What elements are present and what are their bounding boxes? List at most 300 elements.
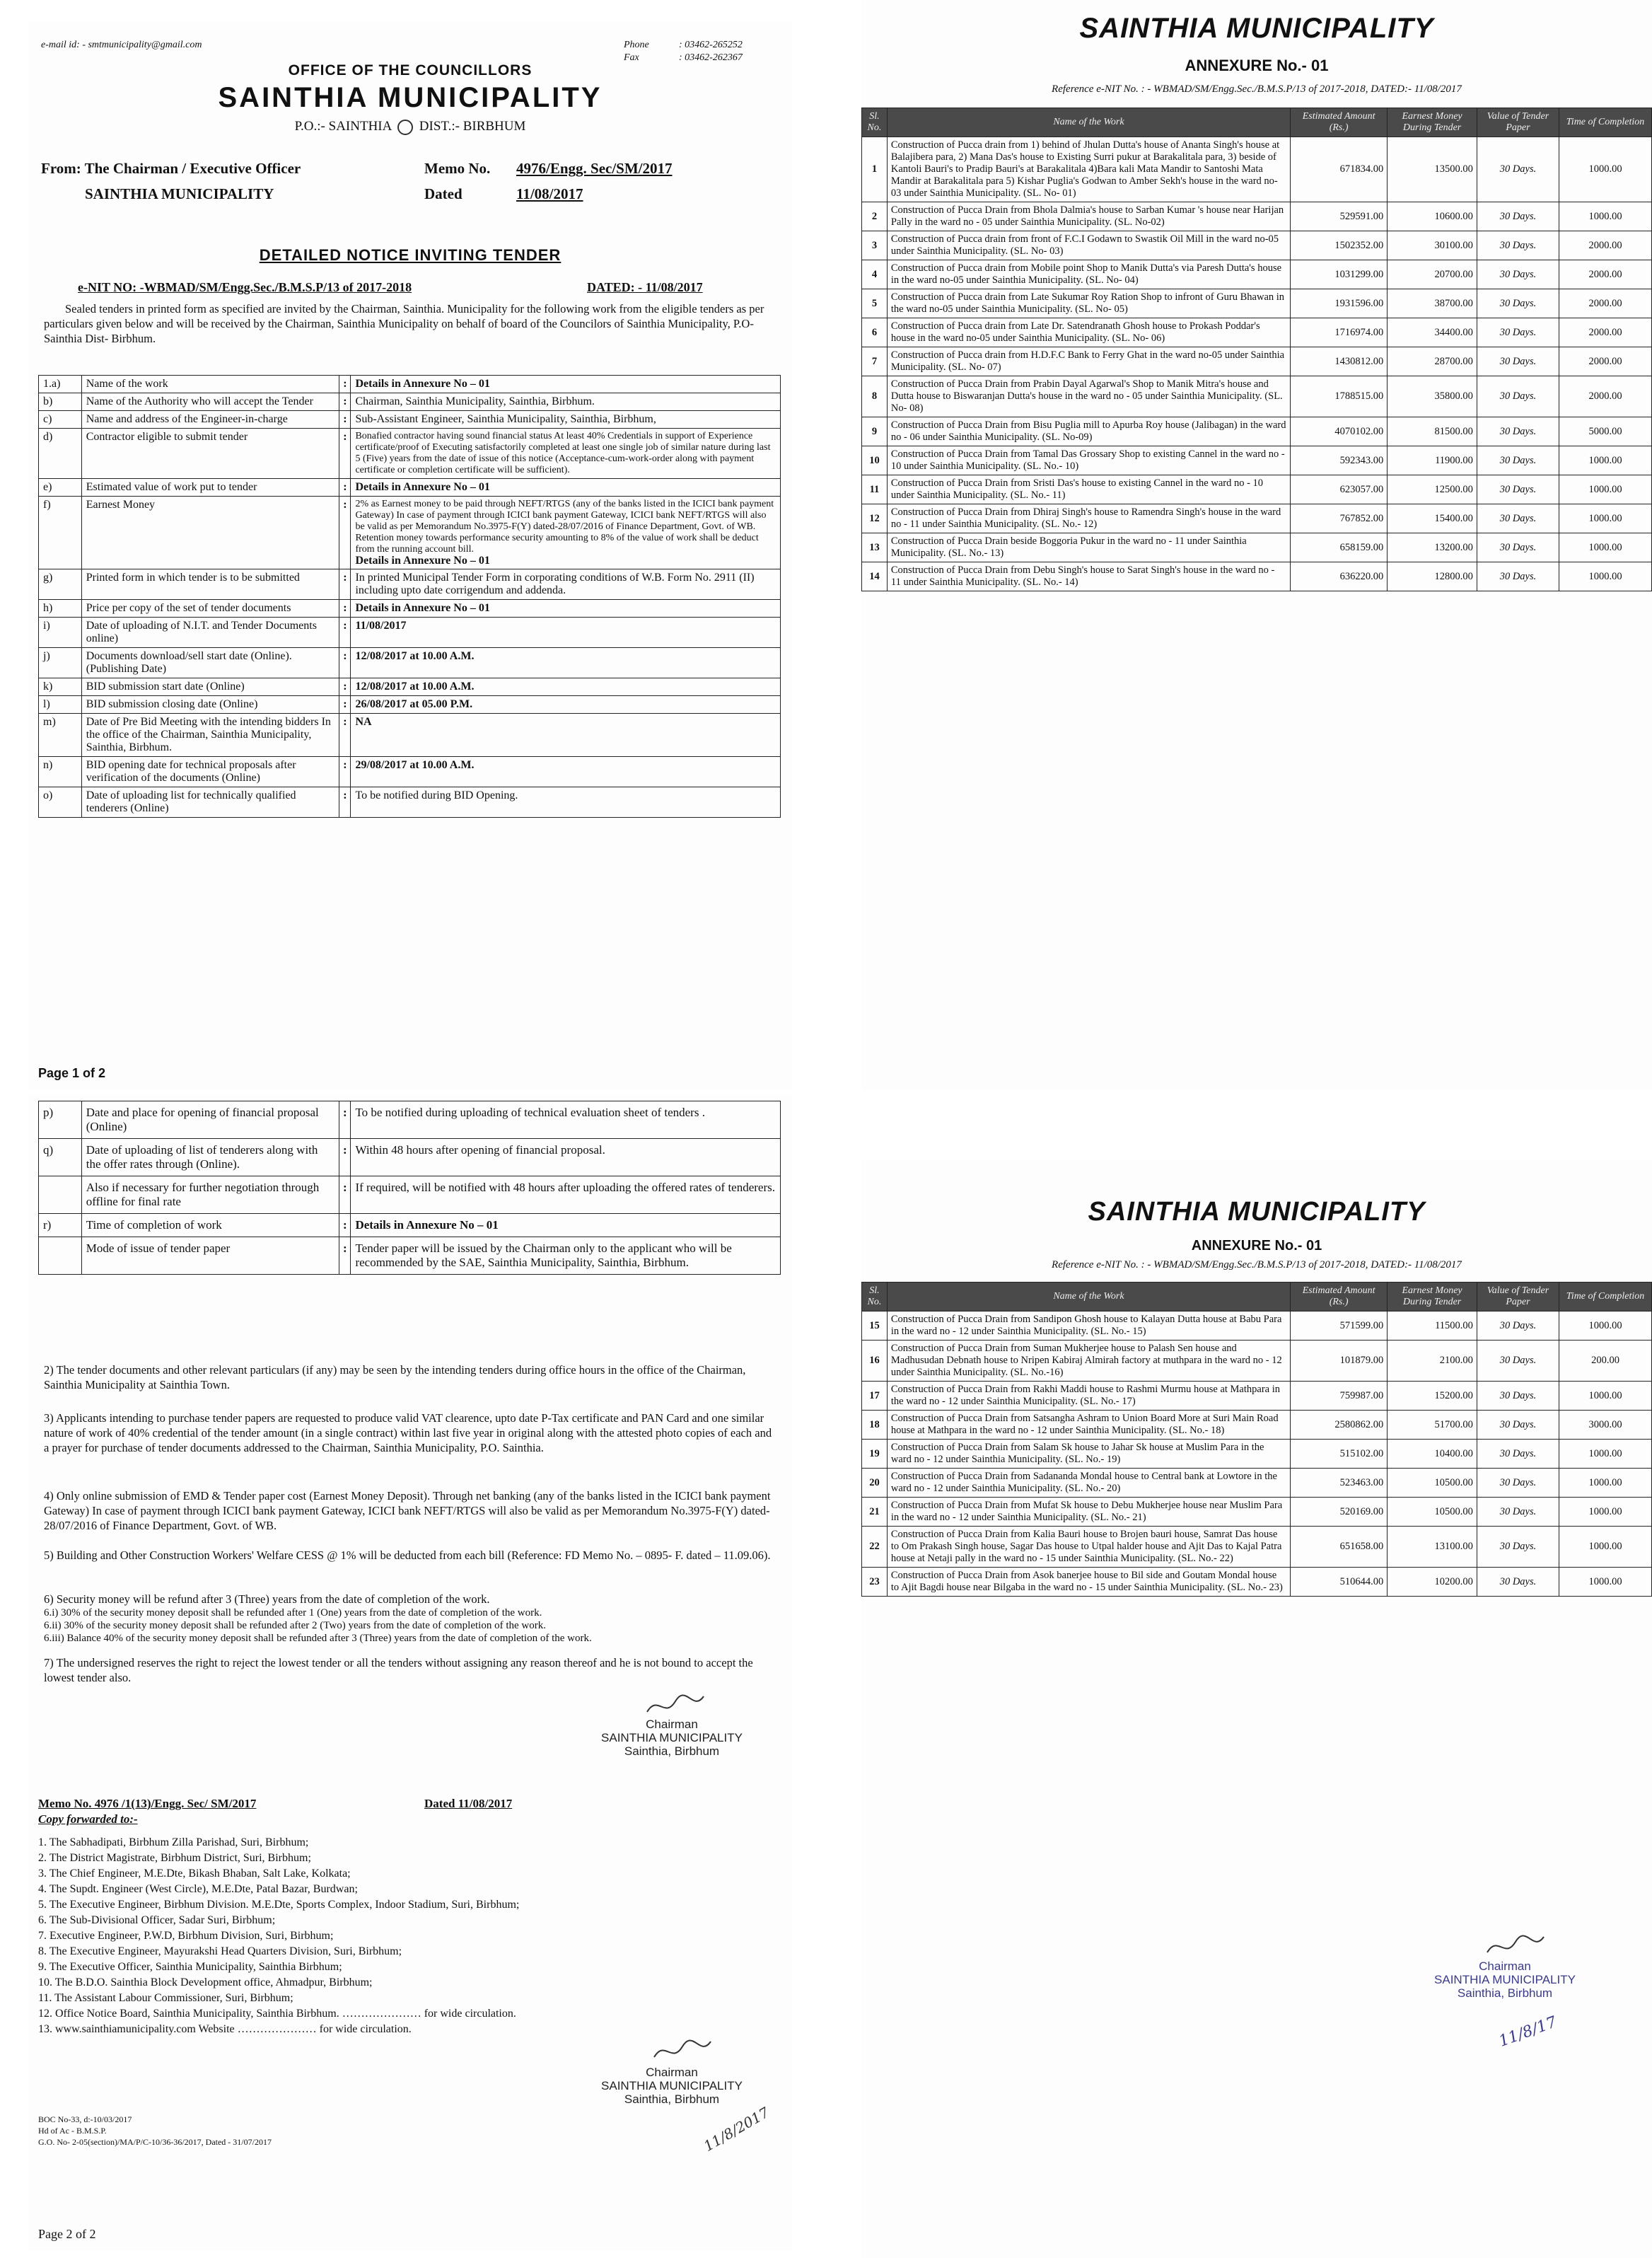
work-description: Construction of Pucca Drain from Rakhi Maddi house to Rashmi Murmu house at Mathpara in the ward no - 12 under Sainthia Municipality. (SL. No.- 17) bbox=[887, 1382, 1290, 1411]
earnest-money: 10500.00 bbox=[1388, 1469, 1477, 1498]
estimated-amount: 592343.00 bbox=[1291, 446, 1388, 475]
estimated-amount: 2580862.00 bbox=[1291, 1411, 1388, 1440]
address-line bbox=[28, 119, 792, 135]
work-row bbox=[862, 376, 1652, 417]
footer-line: G.O. No- 2-05(section)/MA/P/C-10/36-36/2017, Dated - 31/07/2017 bbox=[38, 2137, 272, 2147]
serial-number: 5 bbox=[862, 289, 888, 318]
colon-separator: : bbox=[339, 1139, 351, 1176]
completion-time: 1000.00 bbox=[1559, 202, 1652, 231]
nit-row bbox=[39, 648, 781, 678]
memo-label: Memo No. bbox=[424, 160, 491, 177]
clause-key: m) bbox=[39, 714, 82, 757]
work-description: Construction of Pucca Drain from Mufat Sk house to Debu Mukherjee house near Muslim Para in the ward no - 12 under Sainthia Municipality. (SL. No.- 21) bbox=[887, 1498, 1290, 1527]
work-description: Construction of Pucca Drain from Tamal Das Grossary Shop to existing Cannel in the ward no - 10 under Sainthia Municipality. (SL. No.- 10) bbox=[887, 446, 1290, 475]
work-description: Construction of Pucca Drain from Debu Singh's house to Sarat Singh's house in the ward no - 11 under Sainthia Municipality. (SL. No.- 14) bbox=[887, 562, 1290, 591]
signature-icon bbox=[644, 1691, 707, 1719]
clause-5: 5) Building and Other Construction Workers' Welfare CESS @ 1% will be deducted from each bill (Reference: FD Memo No. – 0895- F. dated – 11.09.06). bbox=[44, 1548, 771, 1562]
work-row bbox=[862, 347, 1652, 376]
work-row bbox=[862, 1312, 1652, 1341]
estimated-amount: 520169.00 bbox=[1291, 1498, 1388, 1527]
clause-key: h) bbox=[39, 600, 82, 618]
clause-name: Name and address of the Engineer-in-charge bbox=[81, 411, 339, 429]
clause-key: b) bbox=[39, 393, 82, 411]
clause-value bbox=[351, 714, 781, 757]
tender-paper-value: 30 Days. bbox=[1477, 231, 1559, 260]
clause-name: Name of the work bbox=[81, 376, 339, 393]
colon-separator: : bbox=[339, 600, 351, 618]
stamp-line: Chairman bbox=[646, 2066, 698, 2079]
completion-time: 1000.00 bbox=[1559, 1382, 1652, 1411]
completion-time: 1000.00 bbox=[1559, 562, 1652, 591]
stamp-line: Sainthia, Birbhum bbox=[624, 2092, 720, 2106]
serial-number: 15 bbox=[862, 1312, 888, 1341]
annex-table bbox=[861, 108, 1652, 591]
clause-value: If required, will be notified with 48 hours after uploading the offered rates of tenderers. bbox=[351, 1176, 781, 1214]
colon-separator: : bbox=[339, 648, 351, 678]
completion-time: 2000.00 bbox=[1559, 231, 1652, 260]
completion-time: 3000.00 bbox=[1559, 1411, 1652, 1440]
tender-paper-value: 30 Days. bbox=[1477, 1382, 1559, 1411]
stamp-line: SAINTHIA MUNICIPALITY bbox=[601, 2079, 743, 2092]
colon-separator: : bbox=[339, 393, 351, 411]
nit-row bbox=[39, 429, 781, 479]
copy-recipient: 12. Office Notice Board, Sainthia Municipality, Sainthia Birbhum. ………………… for wide circulation. bbox=[38, 2008, 516, 2020]
clause-value-text: Chairman, Sainthia Municipality, Sainthia, Birbhum. bbox=[355, 395, 595, 407]
signature-icon bbox=[651, 2036, 714, 2064]
work-description: Construction of Pucca Drain beside Boggoria Pukur in the ward no - 11 under Sainthia Municipality. (SL. No.- 13) bbox=[887, 533, 1290, 562]
serial-number: 19 bbox=[862, 1440, 888, 1469]
clause-value bbox=[351, 479, 781, 497]
work-row bbox=[862, 1568, 1652, 1597]
work-description: Construction of Pucca Drain from Sadananda Mondal house to Central bank at Lowtore in the ward no - 12 under Sainthia Municipality. (SL. No.- 20) bbox=[887, 1469, 1290, 1498]
address-dist: DIST.:- BIRBHUM bbox=[419, 119, 526, 134]
nit-row bbox=[39, 497, 781, 569]
nit-row bbox=[39, 600, 781, 618]
work-description: Construction of Pucca Drain from Asok banerjee house to Bil side and Goutam Mondal house to Ajit Bagdi house near Bilgaba in the ward no - 15 under Sainthia Municipality. (SL. No.- 23) bbox=[887, 1568, 1290, 1597]
clause-value bbox=[351, 600, 781, 618]
clause-value: Tender paper will be issued by the Chairman only to the applicant who will be recommended by the SAE, Sainthia Municipality, Sainthia, Birbhum. bbox=[351, 1237, 781, 1275]
clause-name: Printed form in which tender is to be submitted bbox=[81, 569, 339, 600]
serial-number: 10 bbox=[862, 446, 888, 475]
column-header: Earnest Money During Tender bbox=[1388, 108, 1477, 137]
work-row bbox=[862, 289, 1652, 318]
clause-value bbox=[351, 376, 781, 393]
colon-separator: : bbox=[339, 497, 351, 569]
copy-recipient: 9. The Executive Officer, Sainthia Municipality, Sainthia Birbhum; bbox=[38, 1961, 342, 1973]
clause-key: n) bbox=[39, 757, 82, 787]
work-description: Construction of Pucca Drain from Prabin Dayal Agarwal's Shop to Manik Mitra's house and Dutta house to Biswaranjan Dutta's house in the ward no - 05 under Sainthia Municipality. (SL. No- 08) bbox=[887, 376, 1290, 417]
copy-recipient: 10. The B.D.O. Sainthia Block Development office, Ahmadpur, Birbhum; bbox=[38, 1976, 373, 1988]
work-row bbox=[862, 1382, 1652, 1411]
clause-value-text: 29/08/2017 at 10.00 A.M. bbox=[355, 759, 475, 771]
clause-value-text: Bonafied contractor having sound financial status At least 40% Credentials in support of Experience certificate/proof of Executing satisfactorily completed at least one single job of similar nature during last 5 (Five) years from the date of issue of this notice (Acceptance-cum-work-order along with payment certificate or completion certificate will be sufficient). bbox=[355, 431, 771, 475]
serial-number: 16 bbox=[862, 1341, 888, 1382]
nit-row bbox=[39, 1237, 781, 1275]
serial-number: 3 bbox=[862, 231, 888, 260]
stamp-line: Sainthia, Birbhum bbox=[624, 1744, 720, 1758]
completion-time: 1000.00 bbox=[1559, 446, 1652, 475]
work-row bbox=[862, 1440, 1652, 1469]
nit-row bbox=[39, 1176, 781, 1214]
clause-value-text: To be notified during BID Opening. bbox=[355, 789, 518, 801]
clause-value bbox=[351, 497, 781, 569]
clause-value-text: 12/08/2017 at 10.00 A.M. bbox=[355, 650, 475, 662]
clause-7: 7) The undersigned reserves the right to reject the lowest tender or all the tenders without assigning any reason thereof and he is not bound to accept the lowest tender also. bbox=[44, 1656, 753, 1684]
completion-time: 2000.00 bbox=[1559, 347, 1652, 376]
clause-value-text: In printed Municipal Tender Form in corporating conditions of W.B. Form No. 2911 (II) including upto date corrigendum and addenda. bbox=[355, 572, 755, 596]
serial-number: 12 bbox=[862, 504, 888, 533]
serial-number: 11 bbox=[862, 475, 888, 504]
stamp-line: SAINTHIA MUNICIPALITY bbox=[1434, 1973, 1576, 1986]
completion-time: 1000.00 bbox=[1559, 475, 1652, 504]
annex-reference: Reference e-NIT No. : - WBMAD/SM/Engg.Sec./B.M.S.P/13 of 2017-2018, DATED:- 11/08/2017 bbox=[1052, 83, 1462, 95]
colon-separator: : bbox=[339, 569, 351, 600]
nit-page-2 bbox=[28, 1095, 792, 2251]
nit-row bbox=[39, 787, 781, 818]
colon-separator: : bbox=[339, 376, 351, 393]
copy-recipient: 6. The Sub-Divisional Officer, Sadar Suri, Birbhum; bbox=[38, 1914, 276, 1926]
tender-paper-value: 30 Days. bbox=[1477, 202, 1559, 231]
colon-separator: : bbox=[339, 714, 351, 757]
tender-paper-value: 30 Days. bbox=[1477, 347, 1559, 376]
clause-value bbox=[351, 569, 781, 600]
address-po: P.O.:- SAINTHIA bbox=[294, 119, 392, 134]
estimated-amount: 529591.00 bbox=[1291, 202, 1388, 231]
clause-value bbox=[351, 618, 781, 648]
tender-paper-value: 30 Days. bbox=[1477, 504, 1559, 533]
estimated-amount: 636220.00 bbox=[1291, 562, 1388, 591]
column-header: Time of Completion bbox=[1559, 1283, 1652, 1312]
nit-row bbox=[39, 678, 781, 696]
tender-paper-value: 30 Days. bbox=[1477, 289, 1559, 318]
completion-time: 5000.00 bbox=[1559, 417, 1652, 446]
column-header: Time of Completion bbox=[1559, 108, 1652, 137]
clause-6: 6) Security money will be refund after 3 (Three) years from the date of completion of the work. bbox=[44, 1592, 490, 1606]
clause-name: BID opening date for technical proposals after verification of the documents (Online) bbox=[81, 757, 339, 787]
clause-4: 4) Only online submission of EMD & Tender paper cost (Earnest Money Deposit). Through net banking (any of the banks listed in the ICICI bank payment Gateway) In case of payment through ICICI bank payment Gateway, ICICI bank NEFT/RTGS will also be valid as per Memorandum No.3975-F(Y) dated-28/07/2016 of Finance Department, Govt. of WB. bbox=[44, 1489, 771, 1532]
completion-time: 1000.00 bbox=[1559, 1312, 1652, 1341]
work-row bbox=[862, 231, 1652, 260]
column-header: Earnest Money During Tender bbox=[1388, 1283, 1477, 1312]
clause-name: Contractor eligible to submit tender bbox=[81, 429, 339, 479]
colon-separator: : bbox=[339, 618, 351, 648]
clause-name: BID submission closing date (Online) bbox=[81, 696, 339, 714]
footer-notes bbox=[38, 2114, 272, 2148]
earnest-money: 38700.00 bbox=[1388, 289, 1477, 318]
clause-key: l) bbox=[39, 696, 82, 714]
annex-title: SAINTHIA MUNICIPALITY bbox=[1079, 13, 1434, 44]
estimated-amount: 671834.00 bbox=[1291, 137, 1388, 202]
clause-key: c) bbox=[39, 411, 82, 429]
colon-separator: : bbox=[339, 1101, 351, 1139]
clause-value-text: 26/08/2017 at 05.00 P.M. bbox=[355, 698, 473, 710]
nit-row bbox=[39, 479, 781, 497]
clause-name: Price per copy of the set of tender documents bbox=[81, 600, 339, 618]
annex-subtitle: ANNEXURE No.- 01 bbox=[1191, 1238, 1322, 1254]
nit-row bbox=[39, 696, 781, 714]
clause-value-text: Details in Annexure No – 01 bbox=[355, 481, 490, 493]
work-row bbox=[862, 417, 1652, 446]
work-description: Construction of Pucca Drain from Satsangha Ashram to Union Board More at Suri Main Road house at Mathpara in the ward no - 12 under Sainthia Municipality. (SL. No.- 18) bbox=[887, 1411, 1290, 1440]
fax-label: Fax bbox=[624, 52, 639, 63]
clause-key: i) bbox=[39, 618, 82, 648]
copy-recipient: 3. The Chief Engineer, M.E.Dte, Bikash Bhaban, Salt Lake, Kolkata; bbox=[38, 1868, 351, 1880]
annex-subtitle: ANNEXURE No.- 01 bbox=[1185, 57, 1329, 74]
work-row bbox=[862, 562, 1652, 591]
clause-value bbox=[351, 757, 781, 787]
copy-recipient: 8. The Executive Engineer, Mayurakshi Head Quarters Division, Suri, Birbhum; bbox=[38, 1945, 402, 1957]
work-row bbox=[862, 1341, 1652, 1382]
earnest-money: 15200.00 bbox=[1388, 1382, 1477, 1411]
serial-number: 4 bbox=[862, 260, 888, 289]
work-row bbox=[862, 1411, 1652, 1440]
colon-separator: : bbox=[339, 479, 351, 497]
nit-row bbox=[39, 1139, 781, 1176]
work-description: Construction of Pucca Drain from Suman Mukherjee house to Palash Sen house and Madhusudan Debnath house to Nripen Kabiraj Almirah factory at muthpara in the ward no - 12 under Sainthia Municipality. (SL. No.-16) bbox=[887, 1341, 1290, 1382]
work-description: Construction of Pucca Drain from Dhiraj Singh's house to Ramendra Singh's house in the ward no - 11 under Sainthia Municipality. (SL. No.- 12) bbox=[887, 504, 1290, 533]
copy-recipient: 4. The Supdt. Engineer (West Circle), M.E.Dte, Patal Bazar, Burdwan; bbox=[38, 1883, 358, 1895]
nit-row bbox=[39, 411, 781, 429]
completion-time: 1000.00 bbox=[1559, 1527, 1652, 1568]
tender-paper-value: 30 Days. bbox=[1477, 376, 1559, 417]
signature-2 bbox=[651, 2036, 714, 2069]
page-number-2: Page 2 of 2 bbox=[38, 2227, 96, 2241]
clause-value: Within 48 hours after opening of financial proposal. bbox=[351, 1139, 781, 1176]
tender-paper-value: 30 Days. bbox=[1477, 137, 1559, 202]
clause-value bbox=[351, 411, 781, 429]
signature-icon bbox=[1484, 1931, 1547, 1959]
tender-paper-value: 30 Days. bbox=[1477, 318, 1559, 347]
clause-value bbox=[351, 429, 781, 479]
chairman-stamp-2 bbox=[580, 2066, 764, 2106]
copy-recipient: 5. The Executive Engineer, Birbhum Division. M.E.Dte, Sports Complex, Indoor Stadium, Suri, Birbhum; bbox=[38, 1899, 520, 1911]
column-header: Name of the Work bbox=[887, 1283, 1290, 1312]
phone-label: Phone bbox=[624, 40, 649, 50]
work-description: Construction of Pucca drain from Late Sukumar Roy Ration Shop to infront of Guru Bhawan in the ward no-05 under Sainthia Municipality. (SL. No- 05) bbox=[887, 289, 1290, 318]
nit-row bbox=[39, 1101, 781, 1139]
chairman-stamp-1 bbox=[580, 1718, 764, 1758]
stamp-line: Chairman bbox=[646, 1718, 698, 1731]
clause-value bbox=[351, 696, 781, 714]
signed-date: 11/8/2017 bbox=[700, 2103, 772, 2155]
copy-recipient: 7. Executive Engineer, P.W.D, Birbhum Division, Suri, Birbhum; bbox=[38, 1930, 334, 1942]
serial-number: 21 bbox=[862, 1498, 888, 1527]
completion-time: 1000.00 bbox=[1559, 504, 1652, 533]
clause-name: Date of uploading list for technically qualified tenderers (Online) bbox=[81, 787, 339, 818]
work-description: Construction of Pucca Drain from Sristi Das's house to existing Cannel in the ward no - 10 under Sainthia Municipality. (SL. No.- 11) bbox=[887, 475, 1290, 504]
tender-paper-value: 30 Days. bbox=[1477, 1469, 1559, 1498]
nit-table-continued bbox=[38, 1101, 781, 1275]
copy-recipient: 1. The Sabhadipati, Birbhum Zilla Parishad, Suri, Birbhum; bbox=[38, 1836, 309, 1848]
estimated-amount: 759987.00 bbox=[1291, 1382, 1388, 1411]
colon-separator: : bbox=[339, 678, 351, 696]
serial-number: 14 bbox=[862, 562, 888, 591]
earnest-money: 51700.00 bbox=[1388, 1411, 1477, 1440]
completion-time: 1000.00 bbox=[1559, 533, 1652, 562]
column-header: Value of Tender Paper bbox=[1477, 1283, 1559, 1312]
clause-value bbox=[351, 787, 781, 818]
clause-key: e) bbox=[39, 479, 82, 497]
nit-row bbox=[39, 618, 781, 648]
earnest-money: 20700.00 bbox=[1388, 260, 1477, 289]
completion-time: 1000.00 bbox=[1559, 1498, 1652, 1527]
clause-value-extra: Details in Annexure No – 01 bbox=[355, 555, 490, 567]
intro-paragraph: Sealed tenders in printed form as specified are invited by the Chairman, Sainthia. Municipality for the following work from the eligible tenders as per particulars given below and will be received by the Chairman, Sainthia Municipality on behalf of board of the Councilors of Sainthia Municipality, P.O- Sainthia Dist- Birbhum. bbox=[44, 302, 764, 345]
work-description: Construction of Pucca drain from H.D.F.C Bank to Ferry Ghat in the ward no-05 under Sainthia Municipality. (SL. No- 07) bbox=[887, 347, 1290, 376]
completion-time: 1000.00 bbox=[1559, 137, 1652, 202]
estimated-amount: 767852.00 bbox=[1291, 504, 1388, 533]
work-row bbox=[862, 318, 1652, 347]
serial-number: 13 bbox=[862, 533, 888, 562]
copy-recipient: 13. www.sainthiamunicipality.com Website ………………… for wide circulation. bbox=[38, 2023, 412, 2035]
tender-paper-value: 30 Days. bbox=[1477, 1440, 1559, 1469]
tender-paper-value: 30 Days. bbox=[1477, 1411, 1559, 1440]
clause-name: Also if necessary for further negotiation through offline for final rate bbox=[81, 1176, 339, 1214]
clause-value-text: Details in Annexure No – 01 bbox=[355, 378, 490, 390]
annex-reference: Reference e-NIT No. : - WBMAD/SM/Engg.Sec./B.M.S.P/13 of 2017-2018, DATED:- 11/08/2017 bbox=[1052, 1259, 1462, 1270]
clause-name: Documents download/sell start date (Online). (Publishing Date) bbox=[81, 648, 339, 678]
estimated-amount: 651658.00 bbox=[1291, 1527, 1388, 1568]
completion-time: 2000.00 bbox=[1559, 260, 1652, 289]
estimated-amount: 523463.00 bbox=[1291, 1469, 1388, 1498]
page-number: Page 1 of 2 bbox=[38, 1066, 106, 1080]
tender-paper-value: 30 Days. bbox=[1477, 475, 1559, 504]
earnest-money: 15400.00 bbox=[1388, 504, 1477, 533]
tender-paper-value: 30 Days. bbox=[1477, 562, 1559, 591]
colon-separator: : bbox=[339, 757, 351, 787]
completion-time: 2000.00 bbox=[1559, 318, 1652, 347]
work-row bbox=[862, 137, 1652, 202]
annexure-page-1 bbox=[861, 0, 1652, 1089]
tender-paper-value: 30 Days. bbox=[1477, 533, 1559, 562]
clause-name: Date of uploading of list of tenderers along with the offer rates through (Online). bbox=[81, 1139, 339, 1176]
earnest-money: 10200.00 bbox=[1388, 1568, 1477, 1597]
serial-number: 1 bbox=[862, 137, 888, 202]
earnest-money: 10400.00 bbox=[1388, 1440, 1477, 1469]
clause-value bbox=[351, 678, 781, 696]
clause-key bbox=[39, 1176, 82, 1214]
enit-date: DATED: - 11/08/2017 bbox=[587, 280, 703, 294]
clause-key: o) bbox=[39, 787, 82, 818]
clause-key: r) bbox=[39, 1214, 82, 1237]
work-description: Construction of Pucca Drain from Kalia Bauri house to Brojen bauri house, Samrat Das house to Om Prakash Singh house, Sagar Das house to Utpal halder house and Ajit Das to Kajal Patra house at Netaji pally in the ward no - 15 under Sainthia Municipality. (SL. No.- 22) bbox=[887, 1527, 1290, 1568]
annex-table bbox=[861, 1282, 1652, 1597]
phone: : 03462-265252 bbox=[679, 40, 743, 50]
work-description: Construction of Pucca drain from 1) behind of Jhulan Dutta's house of Ananta Singh's house at Balajibera para, 2) Mana Das's house to Existing Surri pukur at Barakalitala para, 3) beside of Kantoli Bauri's to Pradip Bauri's at Barakalitala 4)Bara kali Mata Mandir to Santoshi Mata Mandir at Barakalitala para 5) Kishar Puglia's Godwan to Amber Sekh's house in the ward no-03 under Sainthia Municipality. (SL. No- 01) bbox=[887, 137, 1290, 202]
serial-number: 7 bbox=[862, 347, 888, 376]
work-description: Construction of Pucca drain from front of F.C.I Godawn to Swastik Oil Mill in the ward no-05 under Sainthia Municipality. (SL. No- 03) bbox=[887, 231, 1290, 260]
estimated-amount: 515102.00 bbox=[1291, 1440, 1388, 1469]
earnest-money: 81500.00 bbox=[1388, 417, 1477, 446]
earnest-money: 13100.00 bbox=[1388, 1527, 1477, 1568]
tender-paper-value: 30 Days. bbox=[1477, 1568, 1559, 1597]
serial-number: 18 bbox=[862, 1411, 888, 1440]
enit-number: e-NIT NO: -WBMAD/SM/Engg.Sec./B.M.S.P/13 of 2017-2018 bbox=[78, 280, 412, 294]
nit-table bbox=[38, 375, 781, 818]
earnest-money: 11900.00 bbox=[1388, 446, 1477, 475]
colon-separator: : bbox=[339, 1176, 351, 1214]
clause-key: j) bbox=[39, 648, 82, 678]
clause-name: Earnest Money bbox=[81, 497, 339, 569]
tender-paper-value: 30 Days. bbox=[1477, 446, 1559, 475]
memo-2-date: Dated 11/08/2017 bbox=[424, 1797, 513, 1810]
estimated-amount: 658159.00 bbox=[1291, 533, 1388, 562]
memo-2: Memo No. 4976 /1(13)/Engg. Sec/ SM/2017 bbox=[38, 1797, 257, 1810]
earnest-money: 12500.00 bbox=[1388, 475, 1477, 504]
serial-number: 6 bbox=[862, 318, 888, 347]
clause-name: Date and place for opening of financial proposal (Online) bbox=[81, 1101, 339, 1139]
serial-number: 8 bbox=[862, 376, 888, 417]
work-row bbox=[862, 1498, 1652, 1527]
chairman-stamp-3 bbox=[1406, 1959, 1604, 2000]
nit-title: DETAILED NOTICE INVITING TENDER bbox=[259, 246, 562, 264]
office-heading: OFFICE OF THE COUNCILLORS bbox=[288, 62, 533, 79]
colon-separator: : bbox=[339, 411, 351, 429]
clause-key: p) bbox=[39, 1101, 82, 1139]
copy-list bbox=[38, 1835, 519, 2037]
copy-recipient: 11. The Assistant Labour Commissioner, Suri, Birbhum; bbox=[38, 1992, 293, 2004]
clause-6iii: 6.iii) Balance 40% of the security money deposit shall be refunded after 3 (Three) years from the date of completion of the work. bbox=[44, 1633, 592, 1644]
clause-key: 1.a) bbox=[39, 376, 82, 393]
completion-time: 2000.00 bbox=[1559, 376, 1652, 417]
work-row bbox=[862, 446, 1652, 475]
estimated-amount: 1430812.00 bbox=[1291, 347, 1388, 376]
memo-number: 4976/Engg. Sec/SM/2017 bbox=[516, 160, 673, 177]
estimated-amount: 623057.00 bbox=[1291, 475, 1388, 504]
work-description: Construction of Pucca Drain from Sandipon Ghosh house to Kalayan Dutta house at Babu Para in the ward no - 12 under Sainthia Municipality. (SL. No.- 15) bbox=[887, 1312, 1290, 1341]
earnest-money: 35800.00 bbox=[1388, 376, 1477, 417]
estimated-amount: 101879.00 bbox=[1291, 1341, 1388, 1382]
email: e-mail id: - smtmunicipality@gmail.com bbox=[41, 40, 202, 50]
nit-page-1 bbox=[28, 21, 792, 1089]
colon-separator: : bbox=[339, 1214, 351, 1237]
column-header: Name of the Work bbox=[887, 108, 1290, 137]
work-description: Construction of Pucca Drain from Bisu Puglia mill to Apurba Roy house (Jalibagan) in the ward no - 06 under Sainthia Municipality. (SL. No-09) bbox=[887, 417, 1290, 446]
footer-line: BOC No-33, d:-10/03/2017 bbox=[38, 2114, 132, 2124]
nit-row bbox=[39, 714, 781, 757]
from-line: From: The Chairman / Executive Officer bbox=[41, 160, 301, 177]
earnest-money: 13500.00 bbox=[1388, 137, 1477, 202]
work-row bbox=[862, 202, 1652, 231]
earnest-money: 34400.00 bbox=[1388, 318, 1477, 347]
nit-row bbox=[39, 1214, 781, 1237]
tender-paper-value: 30 Days. bbox=[1477, 417, 1559, 446]
emblem-icon bbox=[397, 120, 413, 135]
estimated-amount: 1502352.00 bbox=[1291, 231, 1388, 260]
work-description: Construction of Pucca drain from Mobile point Shop to Manik Dutta's via Paresh Dutta's house in the ward no-05 under Sainthia Municipality. (SL. No- 04) bbox=[887, 260, 1290, 289]
tender-paper-value: 30 Days. bbox=[1477, 1312, 1559, 1341]
clause-key: q) bbox=[39, 1139, 82, 1176]
stamp-line: SAINTHIA MUNICIPALITY bbox=[601, 1731, 743, 1744]
clause-value-text: Sub-Assistant Engineer, Sainthia Municipality, Sainthia, Birbhum, bbox=[355, 413, 656, 425]
from-line-2: SAINTHIA MUNICIPALITY bbox=[85, 185, 274, 202]
dated-value: 11/08/2017 bbox=[516, 185, 583, 202]
column-header: Sl. No. bbox=[862, 1283, 888, 1312]
estimated-amount: 1031299.00 bbox=[1291, 260, 1388, 289]
clause-name: Name of the Authority who will accept the Tender bbox=[81, 393, 339, 411]
clause-key bbox=[39, 1237, 82, 1275]
estimated-amount: 1788515.00 bbox=[1291, 376, 1388, 417]
stamp-line: Sainthia, Birbhum bbox=[1457, 1986, 1553, 2000]
nit-row bbox=[39, 393, 781, 411]
colon-separator: : bbox=[339, 429, 351, 479]
estimated-amount: 510644.00 bbox=[1291, 1568, 1388, 1597]
serial-number: 9 bbox=[862, 417, 888, 446]
earnest-money: 28700.00 bbox=[1388, 347, 1477, 376]
earnest-money: 2100.00 bbox=[1388, 1341, 1477, 1382]
work-row bbox=[862, 475, 1652, 504]
nit-row bbox=[39, 569, 781, 600]
